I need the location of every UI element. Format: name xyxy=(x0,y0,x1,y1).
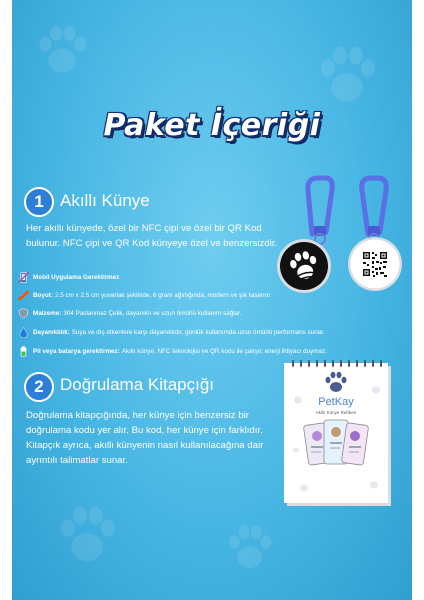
paw-tag xyxy=(272,234,336,298)
feature-label: Pil veya batarya gerektirmez: xyxy=(33,347,120,355)
feature-label: Dayanıklılık: xyxy=(33,328,70,336)
page-title: Paket İçeriği xyxy=(103,108,321,143)
feature-text: 2.5 cm x 2.5 cm yuvarlak şeklinde, 6 gram ağırlığında, modern ve şık tasarım xyxy=(54,291,270,299)
booklet-brand: PetKay xyxy=(318,396,354,408)
section-title: Doğrulama Kitapçığı xyxy=(60,375,215,394)
ruler-icon xyxy=(18,290,29,301)
feature-item xyxy=(18,324,408,340)
booklet-phone-mockups xyxy=(303,420,368,465)
booklet-cover xyxy=(284,360,396,508)
background-paw-icon xyxy=(32,20,92,80)
feature-label: Malzeme: xyxy=(33,309,62,317)
qr-tag xyxy=(348,237,402,291)
drop-icon xyxy=(18,327,29,338)
feature-text: Akıllı künye, NFC teknolojisi ve QR kodu ile çalışır, enerji ihtiyacı duymaz. xyxy=(121,347,327,355)
feature-label: Mobil Uygulama Gerektirmez xyxy=(33,273,120,281)
section-paragraph: Doğrulama kitapçığında, her künye için benzersiz bir doğrulama kodu yer alır. Bu kod, her künye için farklıdır. Kitapçık ayrıca, akıllı künyenin nasıl kullanılacağına dair ayrıntılı talimatlar sunar. xyxy=(26,410,264,466)
feature-label: Boyut: xyxy=(33,291,53,299)
smart-tag-illustration xyxy=(270,172,412,302)
section-title: Akıllı Künye xyxy=(60,191,150,210)
background-paw-icon xyxy=(52,500,122,570)
booklet-subtitle: Akıllı Künye Rehberi xyxy=(315,410,357,415)
qr-code-icon xyxy=(362,251,388,277)
carabiner-clip-icon xyxy=(308,178,386,234)
background-paw-icon xyxy=(312,40,382,110)
background-paw-icon xyxy=(222,520,277,575)
battery-icon xyxy=(18,346,29,357)
section-number-badge: 2 xyxy=(24,372,54,402)
verification-booklet xyxy=(284,360,396,508)
poster xyxy=(12,0,412,600)
phone-icon xyxy=(18,272,29,283)
section-paragraph: Her akıllı künyede, özel bir NFC çipi ve özel bir QR Kod bulunur. NFC çipi ve QR Kod künyeye özel ve benzersizdir. xyxy=(26,223,278,249)
section-number-badge: 1 xyxy=(24,187,54,217)
feature-item xyxy=(18,305,408,321)
feature-text: Suya ve dış etkenlere karşı dayanıklıdır, günlük kullanımda uzun ömürlü performans sunar. xyxy=(71,328,325,336)
feature-text: 304 Paslanmaz Çelik, dayanıklı ve uzun ömürlü kullanım sağlar. xyxy=(63,309,242,317)
feature-item xyxy=(18,343,408,359)
shield-icon xyxy=(18,308,29,319)
